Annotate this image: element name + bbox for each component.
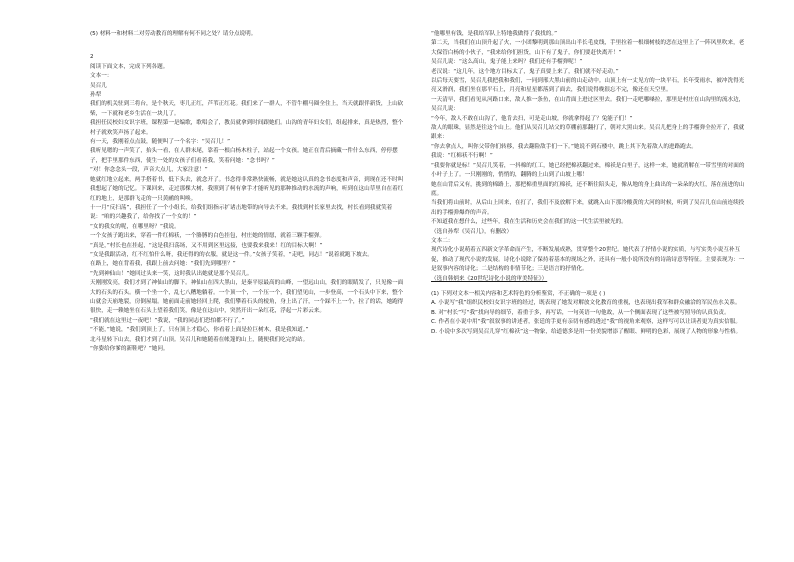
right-paragraph: （选自韩炳来《20世纪诗化小说的审美特征》）: [431, 275, 548, 282]
left-column: [90, 30, 408, 548]
left-paragraph: 吴召儿: [90, 82, 107, 89]
right-paragraph: D. 小说中多次写到吴召儿穿“红棉袄”这一物象，给道德多是用一份美貌增添了醒眼、鲜明的色彩，展现了人物的形象与性格。: [431, 328, 742, 335]
left-paragraph: “女是我跟活动，红不红怕什么呀，我还得的的衣服，就是这一件。”女孩子笑着，“走吧，同志！”说着就跑下坡去。: [90, 251, 373, 258]
left-paragraph: 她就红地立起来，两手搭着书，低下头去，就念开了。书念得非常熟快流畅，就是她这认真的念书态度和声音，到现在还不时叫我想起了她的记忆。下课回来，走过那棵大树，我照到了柯有拿手才能听见的那种推动的水流的声响，听到在这山草里自在着红红的地上，是那群飞走的一只黄鹂的叫唤。: [90, 176, 404, 202]
right-paragraph: (1) 下列对文本一相关内容和艺术特色的分析鉴赏，不正确的一项是 ( ): [431, 290, 606, 297]
right-paragraph: 她在山背后又有，挑到的棉路上，那把棉重里面的红棉袄，还不断往陪头走，像从地的身上曲出的一朵朵的火红，落在前进的山底。: [431, 181, 745, 197]
right-column: [431, 30, 749, 548]
right-paragraph: “今年，敌人不敢在山沟了，他肯去扫，可是走山坡，你就拿得起了？兔能子们！”: [431, 115, 633, 122]
right-paragraph: 文本二：: [431, 237, 454, 244]
right-paragraph: 当我们将山前时，从后山上回来，在打了，我们不及放解下来，就跳入山下那冷酸黄的大河的时候，听到了吴召儿在山前连续投出的手榴弹爆炸的声音。: [431, 200, 745, 216]
column-gutter: [416, 0, 417, 562]
right-paragraph: 我说：“红棉袄不行啊！”: [431, 153, 493, 160]
left-paragraph: 在路上，她在背着我，我跟上前去问她：“我们先到哪里？”: [90, 261, 236, 268]
left-paragraph: 北斗星转下山去，我们才到了山顶。吴召儿和她随着在帐篷的山上，随便我们吃完的站。: [90, 336, 309, 343]
right-paragraph: “我要你就是标！”吴召儿笑着，一抖棉的红工，她已经把棉袄翻过来，棉袄是白里子，这样一来，她就消解在一带雪里的对面的小叶子上了。一只刚刚的，悄悄的，翻腾的上山到了山坡上哪！: [431, 162, 745, 179]
right-paragraph: A. 小说写“我”组织民校妇女识字班的经过，既表现了她发对解放文化教育的重视，也表现出我军和群众融洽的军民鱼水关系。: [431, 300, 741, 307]
right-paragraph: 一天清早，我们看见从河路口来，敌人推一条鱼，在山背面上进过区里去。我们一走吧哪嗓拉，那里是村庄在山沟里的流水边，吴召儿说：: [431, 96, 745, 113]
right-paragraph: C. 作者在小说中用“我”叙叙事的讲述者，张廷的手更有亲切有感的透过“我”的视角来观察，这样写可以让读者更为真实信服。: [431, 319, 741, 326]
right-paragraph: 老汉说：“这几年，这个地方目标太了，鬼子真要上来了，我们就不好走动。”: [431, 68, 619, 75]
right-paragraph: “你去拿点人，叫你父带你们转移，我去翻险敌手们一下。”她说不到石楼中，跳上其下先着敌人的进路跑去。: [431, 143, 697, 150]
left-paragraph: 孙犁: [90, 92, 102, 99]
left-paragraph: “对！你念念头一段，声音大点儿，大家注意！”: [90, 167, 208, 174]
left-paragraph: 一个女孩子跑出来，穿着一件红棉袄，一个胳膊的白色挂包，村庄她的情愿，就着三颗手榴弹。: [90, 233, 325, 240]
left-paragraph: “我们就在这里过一夜吧！”我说，“我的同志们恐怕都不行了。”: [90, 317, 245, 324]
left-paragraph: 十一月“反扫荡”，我担任了一个小组长，给我们组指示扩诸击地带的向导去不来。我找到村长家里去找，村长看到我就笑着说：“咱的兴趣我了，给你找了一个女的！”: [90, 204, 393, 221]
right-paragraph: “他哪里有钱，是我给军队上特地我做得了我找的。”: [431, 31, 558, 37]
right-paragraph: 敌人的眼珠，显然是往这个山上。他们从吴召儿站父的草棚前那翻打了，朝对大黑山来。吴召儿把身上的手榴弹全拉开了，我就跟来：: [431, 125, 745, 141]
left-paragraph: “不能，”她说，“我们到顶上了，只有顶上才稳心，你看着上面是拉巨树木，我是我知道。”: [90, 327, 309, 334]
left-paragraph: 2: [90, 54, 94, 61]
left-paragraph: 我听见嗯的一声笑了，抬头一看，在人群末尾，靠着一根白杨木柱子，站起一个女孩。她正在背后摘藏一件什么东西，停停摆子，把手里那件东西，使生一处的女孩子们看着我，笑着问她：“念书吗？”: [90, 148, 398, 164]
left-paragraph: “你姿给你爹的新鞋吧？”她问。: [90, 346, 169, 352]
left-paragraph: 文本一：: [90, 73, 113, 80]
left-paragraph: “先到神仙山！”她回过头来一笑，这时我认出她就是那个吴召儿。: [90, 270, 253, 277]
right-paragraph: 第二天，当我们在山顶升起了火，一小团黎明到那山顶出山半长毛皮线，手里拉着一根细树枝的恋在这里上了一阵风里吹来，老大保管白杨的小伙子，“我来给你们担货，山下有了鬼子，你们要赶快离开！”: [431, 40, 745, 56]
left-paragraph: 阅读下面文本，完成下列各题。: [90, 63, 169, 70]
right-paragraph: （选自孙犁《吴召儿》，有删改）: [431, 228, 513, 235]
right-paragraph: B. 对“村长”写“我”找向导的细节，着重于多，再写话，一句英语一句他故，从一个侧面表现了这些被写照导的认真负责。: [431, 309, 730, 316]
left-paragraph: “女的我女的呢，在哪里呀？”我说。: [90, 223, 180, 230]
right-paragraph: 现代诗化小说萌着五四新文学革命而产生，不断发展成熟，贯穿整个20世纪。她代表了抒情小说的实质，与写实类小说互补互促，推动了现代小说的发展。诗化小说除了保持着基本的现场之外，还具有一般小说所没有的诗韵诗意等特征。主要表现为：一是叙事内容的诗化；二是结构的非情节化；三是语言的抒情化。: [431, 247, 745, 273]
left-paragraph: [90, 39, 408, 53]
right-paragraph: 以后每天要雪，吴召儿我把我和我们，一同到邢大黑山前的山走动中。山顶上有一丈见方的一块平石，长年受雨水，被冲洗得光亮又滑润，我们坐在那平石上，月亮和星星都落到了面去，我们说得晚很忘不完，像还在天空里。: [431, 78, 745, 94]
left-paragraph: 有一天，我刚着点点鼓，随便叫了一个名字：“吴召儿！”: [90, 139, 231, 146]
left-paragraph: “真是，”村长也在挂起，“这是我扫荡场，又不用到区里远接，也要我来我来！红的目标大啊！”: [90, 242, 323, 249]
left-paragraph: (5) 材料一和材料二对劳动教育的理解有何不同之处？请分点说明。: [90, 31, 257, 37]
left-paragraph: 我们的机关驻到三将台，是个秋天，枣儿正红，芦苇正红花。我们来了一群人，不管牛棚马圈全住上，当天就跟伴新货，上山砍柴，一下就和老乡生活在一块儿了。: [90, 101, 404, 117]
right-paragraph: 不知道我在想什么，过些年，我在生活和历史会在我们的这一代生活里被光的。: [431, 219, 627, 226]
right-paragraph: 吴召儿说：“这么高山，鬼子能上来吗？我们还有手榴弹呢！”: [431, 59, 583, 66]
left-paragraph: 天刚刚发亮，我们才到了神仙山的脚下。神仙山在四大黑山，是秦平原最高的山峰，一望远山山，我们的眼睛发了，只见像一面大的石头的石头。横一个坐一个，乱七八糟地躺着。一个顶一个，一个压一个，我们望见山，一步登高，一个石头中下来，整个山就会天崩地裂，房倒屋塌。她前面走前她轻回上爬，我们攀着石头的棱角，身上出了汗，一个踩不上一个，拉了的话，她跑得很快，走一赖她坐在石头上望着我们笑，像是在这山中，突然开出一朵红花，浮起一片彩云来。: [90, 280, 404, 315]
left-paragraph: 我担任民校妇女识字班，课程第一是编歌，歌唱会了，教员就拿到时间跟她们。山沟的青年妇女们，组起排来，真是热烈，整个村子就欢笑声扬了起来。: [90, 120, 404, 136]
